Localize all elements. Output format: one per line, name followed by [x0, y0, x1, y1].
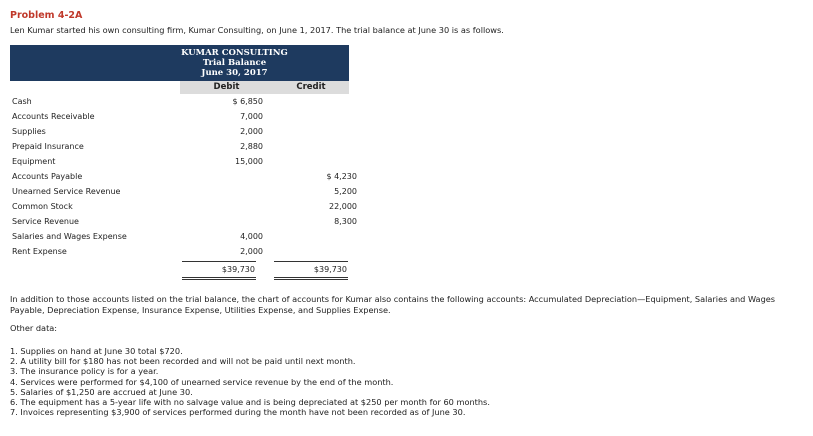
- account-name: Service Revenue: [12, 217, 79, 226]
- other-data-label: Other data:: [10, 323, 58, 333]
- intro-text: Len Kumar started his own consulting firm, Kumar Consulting, on June 1, 2017. The trial balance at June 30 is as follows.: [10, 25, 504, 35]
- credit-amount: 8,300: [334, 217, 357, 226]
- list-item: 1. Supplies on hand at June 30 total $720.: [10, 346, 183, 356]
- debit-total-rule: [182, 261, 256, 262]
- debit-amount: 2,880: [240, 142, 263, 151]
- list-item: 6. The equipment has a 5-year life with no salvage value and is being depreciated at $250 per month for 60 months.: [10, 397, 490, 408]
- trial-balance-header: [10, 45, 349, 81]
- account-name: Accounts Receivable: [12, 112, 95, 121]
- account-name: Equipment: [12, 157, 56, 166]
- list-item: 7. Invoices representing $3,900 of services performed during the month have not been recorded as of June 30.: [10, 407, 466, 418]
- account-name: Common Stock: [12, 202, 73, 211]
- credit-total-rule: [274, 261, 348, 262]
- account-name: Cash: [12, 97, 32, 106]
- table-row: [10, 94, 349, 109]
- table-row: [10, 244, 349, 259]
- account-name: Rent Expense: [12, 247, 67, 256]
- table-row: [10, 124, 349, 139]
- total-debit: $39,730: [221, 265, 255, 274]
- table-row: [10, 109, 349, 124]
- statement-date: June 30, 2017: [201, 68, 268, 78]
- debit-amount: $ 6,850: [232, 97, 263, 106]
- debit-amount: 7,000: [240, 112, 263, 121]
- credit-amount: $ 4,230: [326, 172, 357, 181]
- debit-amount: 2,000: [240, 127, 263, 136]
- account-name: Supplies: [12, 127, 46, 136]
- credit-double-rule-2: [274, 279, 348, 280]
- credit-amount: 5,200: [334, 187, 357, 196]
- table-row: [10, 199, 357, 214]
- credit-column-header: Credit: [273, 81, 349, 94]
- table-row: [10, 214, 357, 229]
- total-credit: $39,730: [313, 265, 347, 274]
- credit-amount: 22,000: [329, 202, 357, 211]
- chart-of-accounts-paragraph: In addition to those accounts listed on the trial balance, the chart of accounts for Kumar also contains the following accounts: Accumulated Depreciation—Equipment, Salaries and Wages Payable, Depreciation Expense, Insurance Expense, Utilities Expense, and Supplies Expense.: [10, 294, 776, 315]
- debit-double-rule-2: [182, 279, 256, 280]
- account-name: Unearned Service Revenue: [12, 187, 121, 196]
- table-row: [10, 169, 357, 184]
- other-data-list: [10, 346, 490, 417]
- list-item: 3. The insurance policy is for a year.: [10, 366, 159, 377]
- table-row: [10, 184, 357, 199]
- list-item: 5. Salaries of $1,250 are accrued at June 30.: [10, 386, 193, 397]
- list-item: 4. Services were performed for $4,100 of unearned service revenue by the end of the month.: [10, 376, 394, 387]
- account-name: Salaries and Wages Expense: [12, 232, 127, 241]
- statement-name: Trial Balance: [202, 58, 267, 68]
- company-name: KUMAR CONSULTING: [181, 48, 288, 58]
- table-row: [10, 139, 349, 154]
- table-row: [10, 229, 349, 244]
- account-name: Accounts Payable: [12, 172, 83, 181]
- debit-column-header: Debit: [180, 81, 273, 94]
- list-item: 2. A utility bill for $180 has not been recorded and will not be paid until next month.: [10, 356, 356, 367]
- debit-amount: 15,000: [235, 157, 263, 166]
- debit-double-rule-1: [182, 277, 256, 278]
- problem-title: Problem 4-2A: [10, 10, 83, 21]
- debit-amount: 2,000: [240, 247, 263, 256]
- account-name: Prepaid Insurance: [12, 142, 84, 151]
- table-row: [10, 154, 349, 169]
- credit-double-rule-1: [274, 277, 348, 278]
- debit-amount: 4,000: [240, 232, 263, 241]
